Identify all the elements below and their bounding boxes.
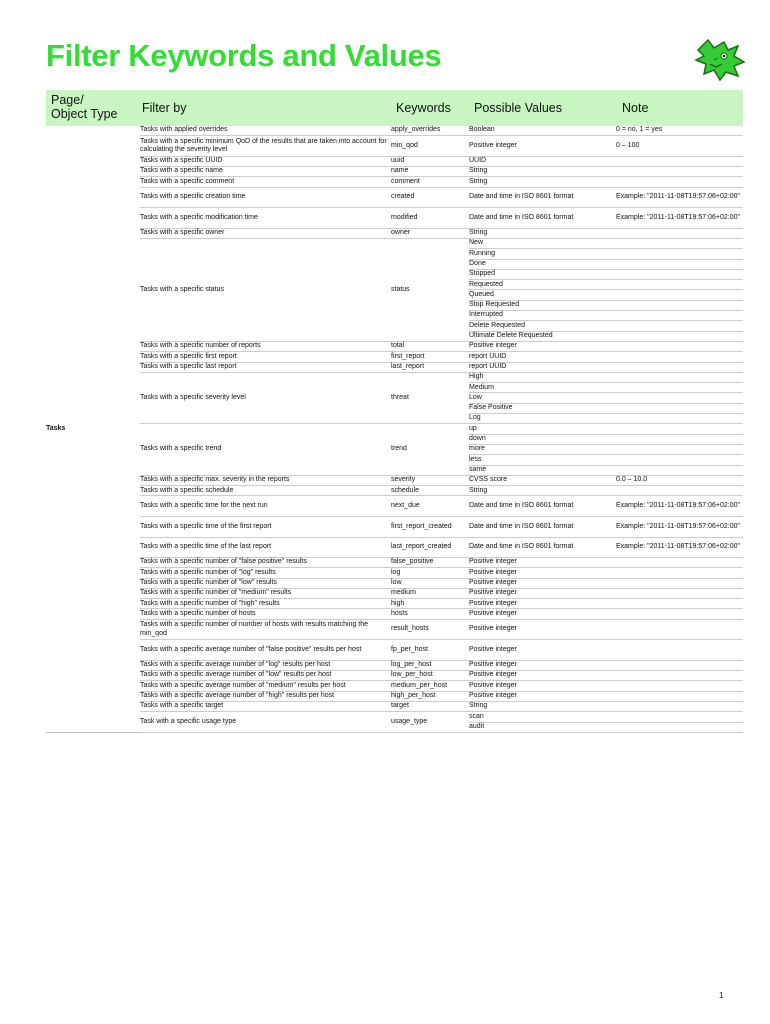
possible-value-cell: Positive integer <box>469 342 616 352</box>
possible-value-cell: CVSS score <box>469 476 616 486</box>
note-cell: Example: "2011-11-08T19:57:06+02:00" <box>616 188 743 209</box>
possible-value-cell: Medium <box>469 383 616 393</box>
note-cell <box>616 414 743 424</box>
note-cell <box>616 466 743 476</box>
possible-value-cell: down <box>469 435 616 445</box>
table-row <box>140 486 743 496</box>
filter-by-cell: Tasks with a specific name <box>140 167 391 177</box>
note-cell <box>616 301 743 311</box>
possible-value-cell: String <box>469 177 616 187</box>
keyword-cell: false_positive <box>391 558 469 568</box>
keyword-cell: log_per_host <box>391 661 469 671</box>
keyword-cell: uuid <box>391 157 469 167</box>
possible-value-cell: Positive integer <box>469 599 616 609</box>
table-row <box>140 363 743 373</box>
filter-by-cell: Tasks with a specific time of the last report <box>140 538 391 559</box>
keyword-cell: trend <box>391 424 469 476</box>
keyword-cell: created <box>391 188 469 209</box>
table-row <box>140 620 743 641</box>
possible-value-cell: report UUID <box>469 363 616 373</box>
possible-value-cell: String <box>469 229 616 239</box>
note-cell <box>616 291 743 301</box>
table-row <box>140 497 743 518</box>
filter-by-cell: Tasks with a specific average number of "log" results per host <box>140 661 391 671</box>
possible-value-cell: Positive integer <box>469 692 616 702</box>
note-cell <box>616 270 743 280</box>
possible-value-cell: Positive integer <box>469 671 616 681</box>
table-row <box>140 712 743 733</box>
table-row <box>140 136 743 157</box>
filter-by-cell: Tasks with a specific average number of "false positive" results per host <box>140 640 391 661</box>
filter-by-cell: Tasks with a specific UUID <box>140 157 391 167</box>
filter-by-cell: Tasks with a specific max. severity in the reports <box>140 476 391 486</box>
note-cell <box>616 177 743 187</box>
table-row <box>140 342 743 352</box>
keyword-cell: owner <box>391 229 469 239</box>
note-cell: Example: "2011-11-08T19:57:06+02:00" <box>616 517 743 538</box>
table-row <box>140 558 743 568</box>
note-cell <box>616 486 743 496</box>
note-cell <box>616 661 743 671</box>
table-row <box>140 373 743 425</box>
filter-by-cell: Tasks with a specific number of "log" results <box>140 568 391 578</box>
note-cell <box>616 260 743 270</box>
filter-by-cell: Tasks with a specific number of "low" results <box>140 579 391 589</box>
note-cell <box>616 229 743 239</box>
possible-value-cell: Positive integer <box>469 136 616 157</box>
note-cell <box>616 445 743 455</box>
possible-value-cell: Date and time in ISO 8601 format <box>469 538 616 559</box>
note-cell: Example: "2011-11-08T19:57:06+02:00" <box>616 538 743 559</box>
note-cell <box>616 589 743 599</box>
page-number: 1 <box>719 991 724 1000</box>
filter-by-cell: Tasks with a specific modification time <box>140 208 391 229</box>
note-cell <box>616 280 743 290</box>
note-cell <box>616 393 743 403</box>
header-page-object-type: Page/ Object Type <box>51 93 118 121</box>
keyword-cell: low <box>391 579 469 589</box>
filter-by-cell: Tasks with a specific number of reports <box>140 342 391 352</box>
possible-value-cell: Positive integer <box>469 558 616 568</box>
possible-value-cell: Date and time in ISO 8601 format <box>469 517 616 538</box>
keyword-cell: target <box>391 702 469 712</box>
note-cell: 0 – 100 <box>616 136 743 157</box>
keyword-cell: usage_type <box>391 712 469 733</box>
note-cell <box>616 363 743 373</box>
filter-by-cell: Tasks with a specific first report <box>140 352 391 362</box>
keyword-cell: fp_per_host <box>391 640 469 661</box>
note-cell: 0.0 – 10.0 <box>616 476 743 486</box>
note-cell <box>616 167 743 177</box>
possible-value-cell: audit <box>469 723 616 733</box>
possible-value-cell: Interrupted <box>469 311 616 321</box>
possible-value-cell: up <box>469 424 616 434</box>
table-row <box>140 568 743 578</box>
keyword-cell: high_per_host <box>391 692 469 702</box>
table-row <box>140 610 743 620</box>
note-cell <box>616 239 743 249</box>
note-cell <box>616 249 743 259</box>
note-cell <box>616 373 743 383</box>
keyword-cell: high <box>391 599 469 609</box>
filter-by-cell: Tasks with a specific number of number of hosts with results matching the min_qod <box>140 620 391 641</box>
possible-value-cell: Log <box>469 414 616 424</box>
possible-value-cell: False Positive <box>469 404 616 414</box>
keyword-cell: modified <box>391 208 469 229</box>
note-cell <box>616 435 743 445</box>
possible-value-cell: String <box>469 702 616 712</box>
note-cell <box>616 640 743 661</box>
possible-value-cell: String <box>469 486 616 496</box>
possible-value-cell: Positive integer <box>469 568 616 578</box>
header-possible-values: Possible Values <box>474 101 563 115</box>
header-note: Note <box>622 101 649 115</box>
filter-by-cell: Tasks with a specific owner <box>140 229 391 239</box>
possible-value-cell: Low <box>469 393 616 403</box>
table-header <box>46 90 743 126</box>
filter-by-cell: Tasks with a specific schedule <box>140 486 391 496</box>
keyword-cell: total <box>391 342 469 352</box>
table-row <box>140 538 743 559</box>
greenbone-dragon-logo <box>694 36 746 82</box>
keyword-cell: first_report <box>391 352 469 362</box>
keyword-cell: low_per_host <box>391 671 469 681</box>
filter-by-cell: Tasks with a specific time of the first report <box>140 517 391 538</box>
table-row <box>140 188 743 209</box>
possible-value-cell: Stop Requested <box>469 301 616 311</box>
note-cell <box>616 620 743 641</box>
note-cell <box>616 157 743 167</box>
group-label-cell <box>46 126 140 733</box>
possible-value-cell: more <box>469 445 616 455</box>
keyword-cell: min_qod <box>391 136 469 157</box>
keyword-cell: result_hosts <box>391 620 469 641</box>
keyword-cell: last_report <box>391 363 469 373</box>
filter-by-cell: Tasks with a specific number of hosts <box>140 610 391 620</box>
keyword-cell: medium_per_host <box>391 681 469 691</box>
table-row <box>140 177 743 187</box>
keyword-cell: schedule <box>391 486 469 496</box>
filter-by-cell: Tasks with applied overrides <box>140 126 391 136</box>
filter-by-cell: Tasks with a specific trend <box>140 424 391 476</box>
table-row <box>140 579 743 589</box>
keyword-cell: threat <box>391 373 469 425</box>
filter-by-cell: Task with a specific usage type <box>140 712 391 733</box>
possible-value-cell: Positive integer <box>469 661 616 671</box>
possible-value-cell: Running <box>469 249 616 259</box>
keyword-cell: severity <box>391 476 469 486</box>
note-cell <box>616 558 743 568</box>
table-row <box>140 126 743 136</box>
note-cell <box>616 321 743 331</box>
note-cell <box>616 404 743 414</box>
keyword-cell: log <box>391 568 469 578</box>
note-cell <box>616 424 743 434</box>
possible-value-cell: New <box>469 239 616 249</box>
filter-by-cell: Tasks with a specific comment <box>140 177 391 187</box>
filter-by-cell: Tasks with a specific average number of "medium" results per host <box>140 681 391 691</box>
header-keywords: Keywords <box>396 101 451 115</box>
note-cell <box>616 599 743 609</box>
possible-value-cell: scan <box>469 712 616 722</box>
filter-by-cell: Tasks with a specific minimum QoD of the results that are taken into account for calculating the severity level <box>140 136 391 157</box>
filter-by-cell: Tasks with a specific average number of "low" results per host <box>140 671 391 681</box>
possible-value-cell: less <box>469 455 616 465</box>
possible-value-cell: Requested <box>469 280 616 290</box>
possible-value-cell: Queued <box>469 291 616 301</box>
table-row <box>140 589 743 599</box>
filter-by-cell: Tasks with a specific last report <box>140 363 391 373</box>
filter-by-cell: Tasks with a specific number of "false positive" results <box>140 558 391 568</box>
note-cell: 0 = no, 1 = yes <box>616 126 743 136</box>
filter-by-cell: Tasks with a specific time for the next run <box>140 497 391 518</box>
filter-by-cell: Tasks with a specific status <box>140 239 391 342</box>
table-row <box>140 352 743 362</box>
group-label: Tasks <box>46 425 66 433</box>
table-row <box>140 640 743 661</box>
possible-value-cell: Positive integer <box>469 620 616 641</box>
table-row <box>140 681 743 691</box>
possible-value-cell: Positive integer <box>469 579 616 589</box>
note-cell <box>616 352 743 362</box>
note-cell <box>616 311 743 321</box>
keyword-cell: next_due <box>391 497 469 518</box>
table-row <box>140 239 743 342</box>
page-title: Filter Keywords and Values <box>46 38 442 73</box>
table-row <box>140 661 743 671</box>
note-cell <box>616 610 743 620</box>
note-cell <box>616 671 743 681</box>
note-cell <box>616 579 743 589</box>
note-cell: Example: "2011-11-08T19:57:06+02:00" <box>616 497 743 518</box>
table-row <box>140 671 743 681</box>
keyword-cell: comment <box>391 177 469 187</box>
possible-value-cell: High <box>469 373 616 383</box>
table-row <box>140 208 743 229</box>
table-row <box>140 229 743 239</box>
possible-value-cell: Positive integer <box>469 681 616 691</box>
keyword-cell: last_report_created <box>391 538 469 559</box>
possible-value-cell: Positive integer <box>469 610 616 620</box>
filter-by-cell: Tasks with a specific creation time <box>140 188 391 209</box>
possible-value-cell: Date and time in ISO 8601 format <box>469 497 616 518</box>
filter-by-cell: Tasks with a specific number of "high" results <box>140 599 391 609</box>
note-cell <box>616 342 743 352</box>
possible-value-cell: Positive integer <box>469 589 616 599</box>
table-row <box>140 167 743 177</box>
possible-value-cell: Delete Requested <box>469 321 616 331</box>
note-cell <box>616 332 743 342</box>
filter-by-cell: Tasks with a specific average number of "high" results per host <box>140 692 391 702</box>
table-row <box>140 692 743 702</box>
possible-value-cell: Boolean <box>469 126 616 136</box>
note-cell <box>616 455 743 465</box>
filter-by-cell: Tasks with a specific number of "medium" results <box>140 589 391 599</box>
keyword-cell: name <box>391 167 469 177</box>
possible-value-cell: Positive integer <box>469 640 616 661</box>
filter-by-cell: Tasks with a specific target <box>140 702 391 712</box>
keyword-cell: apply_overrides <box>391 126 469 136</box>
possible-value-cell: Done <box>469 260 616 270</box>
note-cell <box>616 692 743 702</box>
possible-value-cell: report UUID <box>469 352 616 362</box>
possible-value-cell: String <box>469 167 616 177</box>
table-row <box>140 424 743 476</box>
header-filter-by: Filter by <box>142 101 187 115</box>
possible-value-cell: UUID <box>469 157 616 167</box>
possible-value-cell: Date and time in ISO 8601 format <box>469 208 616 229</box>
note-cell <box>616 681 743 691</box>
possible-value-cell: same <box>469 466 616 476</box>
keyword-cell: medium <box>391 589 469 599</box>
table-row <box>140 702 743 712</box>
note-cell <box>616 383 743 393</box>
possible-value-cell: Stopped <box>469 270 616 280</box>
table-row <box>140 476 743 486</box>
keyword-cell: first_report_created <box>391 517 469 538</box>
note-cell <box>616 702 743 712</box>
filter-by-cell: Tasks with a specific severity level <box>140 373 391 425</box>
table-row <box>140 599 743 609</box>
note-cell <box>616 712 743 722</box>
keyword-cell: hosts <box>391 610 469 620</box>
note-cell <box>616 568 743 578</box>
table-row <box>140 517 743 538</box>
table-row <box>140 157 743 167</box>
possible-value-cell: Date and time in ISO 8601 format <box>469 188 616 209</box>
note-cell <box>616 723 743 733</box>
possible-value-cell: Ultimate Delete Requested <box>469 332 616 342</box>
keyword-cell: status <box>391 239 469 342</box>
note-cell: Example: "2011-11-08T19:57:06+02:00" <box>616 208 743 229</box>
